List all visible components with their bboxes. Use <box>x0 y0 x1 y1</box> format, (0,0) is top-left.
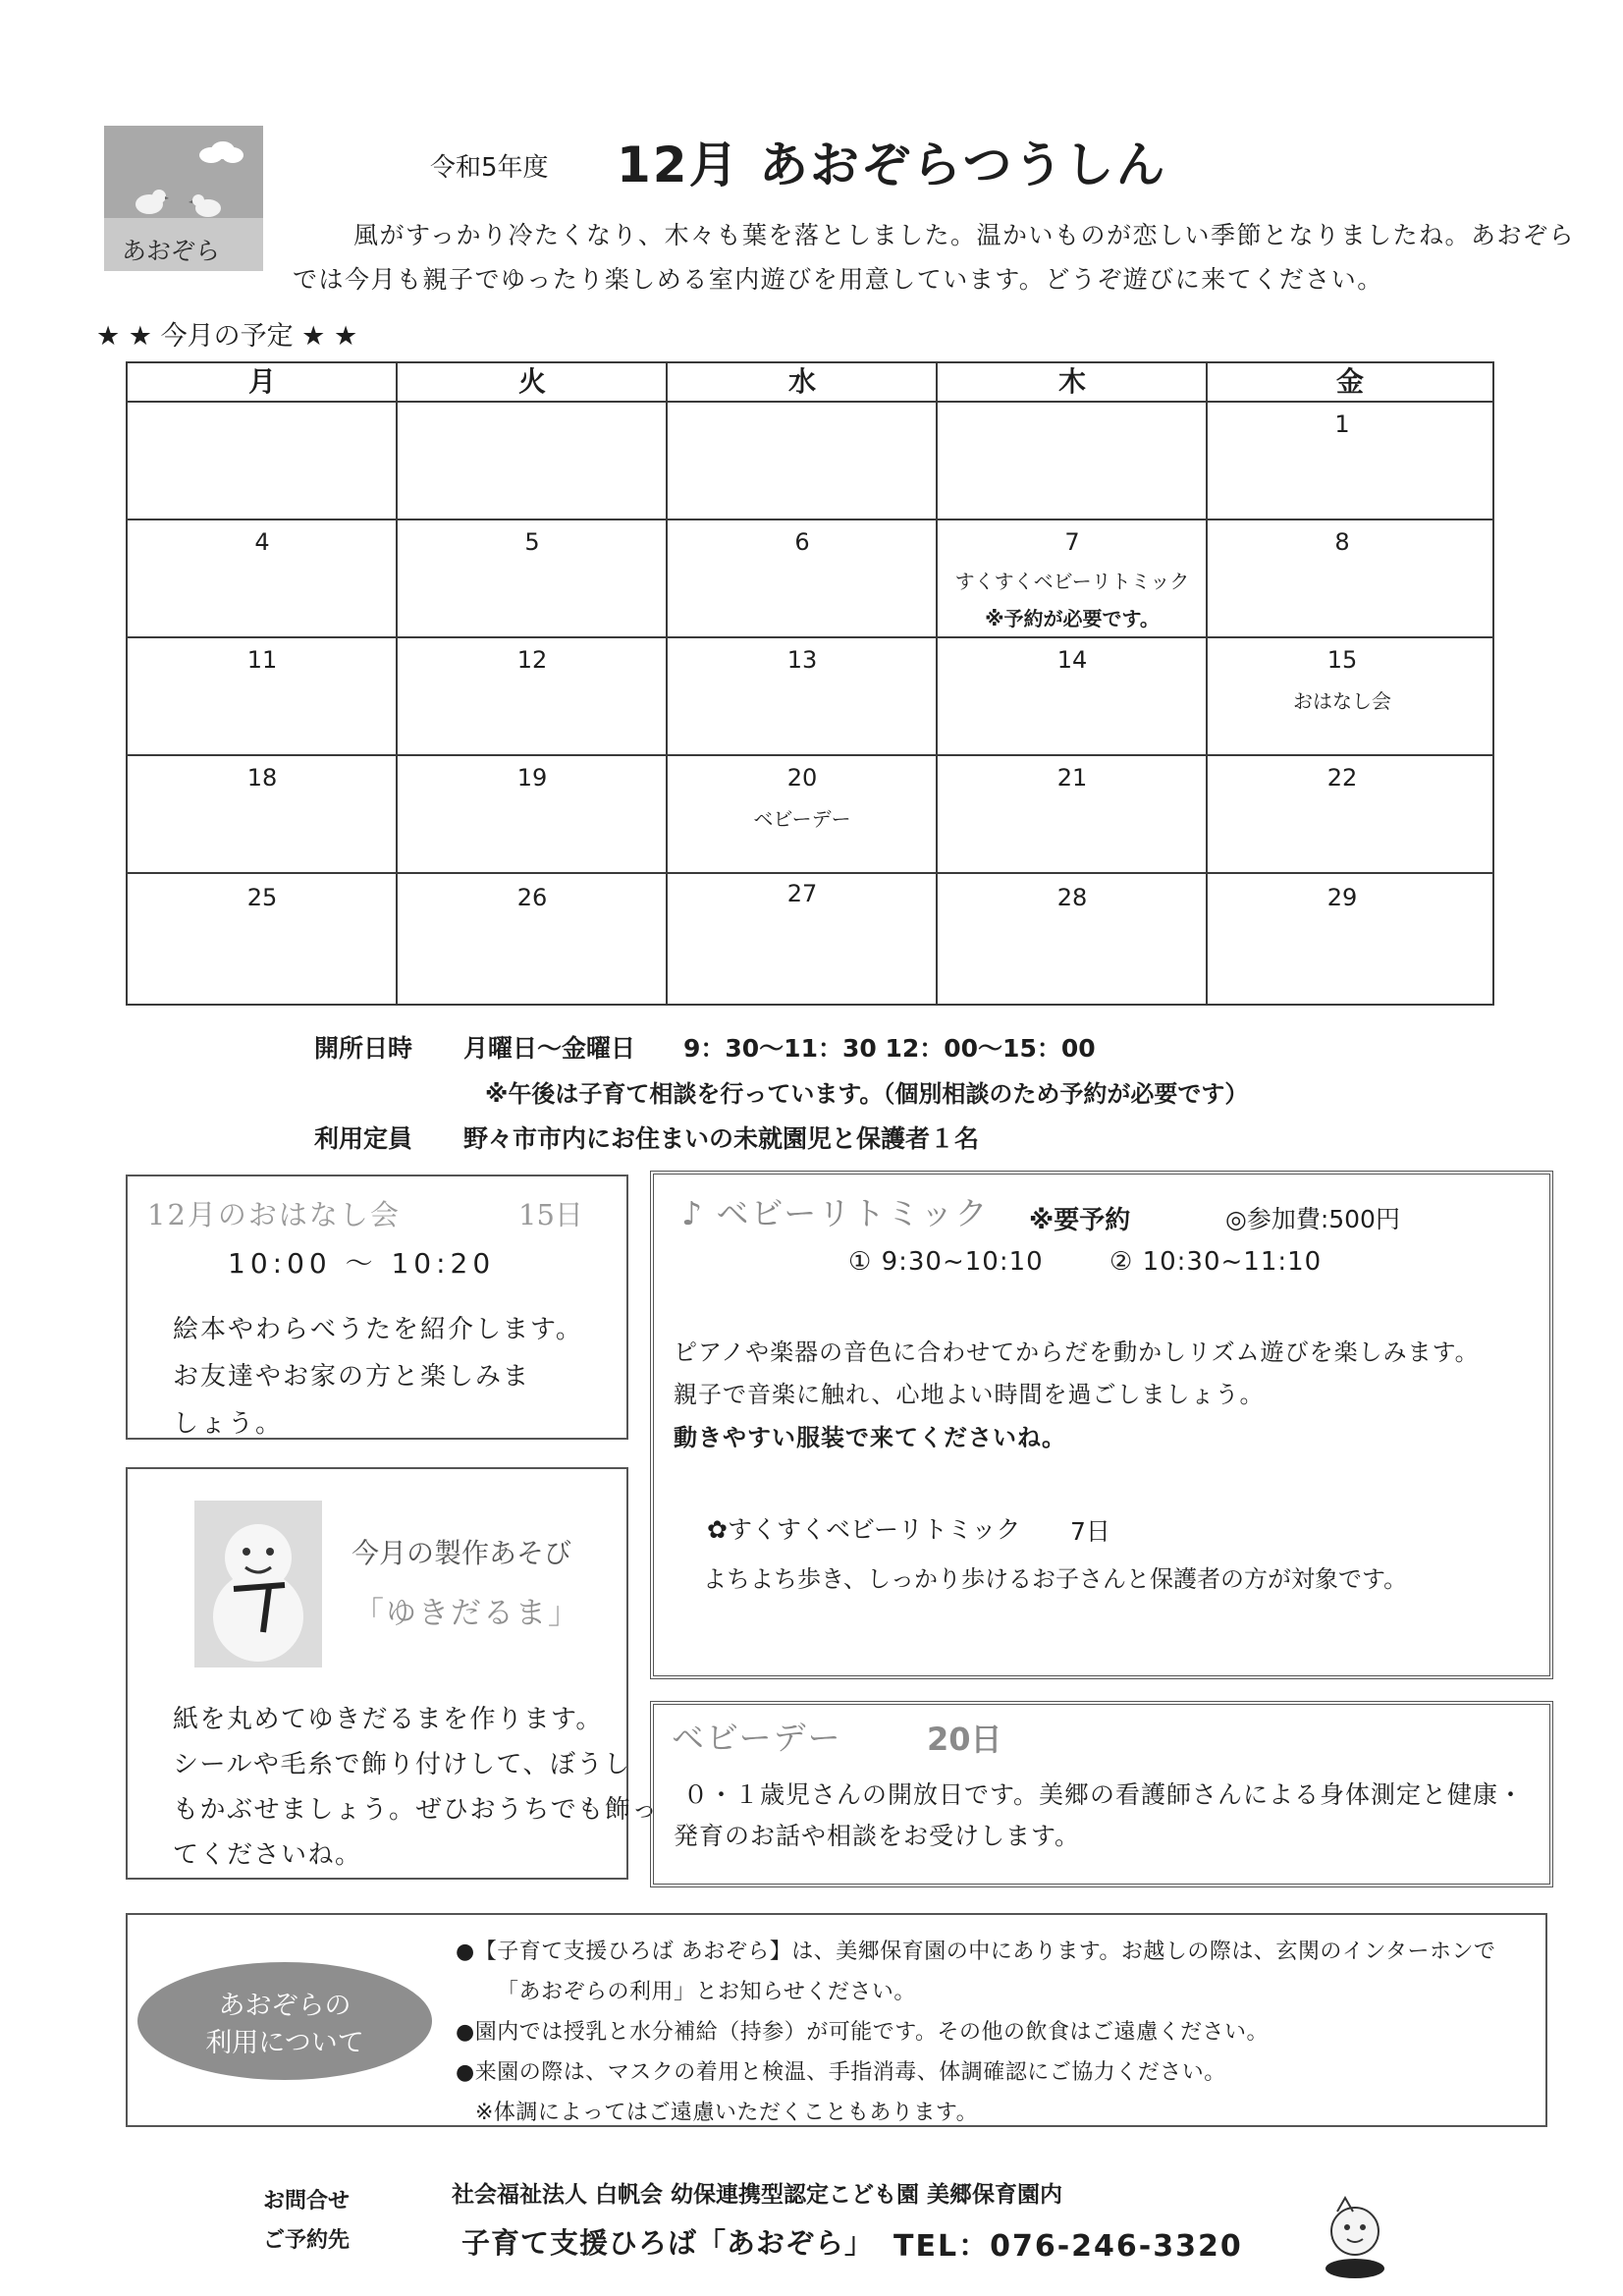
calendar-date: 21 <box>1056 764 1088 792</box>
baby-day-title: ベビーデー <box>672 1719 842 1757</box>
calendar-date: 28 <box>1056 884 1088 911</box>
newsletter-title: 12月 あおぞらつうしん <box>617 137 1167 193</box>
craft-body-line: てくださいね。 <box>173 1840 362 1870</box>
weekday-header: 火 <box>517 365 546 398</box>
bird-icon <box>130 187 169 216</box>
weekday-header: 金 <box>1335 365 1364 398</box>
capacity-text: 野々市市内にお住まいの未就園児と保護者１名 <box>463 1124 980 1153</box>
usage-line: ●来園の際は、マスクの着用と検温、手指消毒、体調確認にご協力ください。 <box>456 2060 1226 2085</box>
usage-badge-line: 利用について <box>205 2028 364 2058</box>
session-time: ① 9:30~10:10 <box>848 1247 1044 1277</box>
participation-fee: ◎参加費:500円 <box>1225 1205 1400 1233</box>
hours-times: 9：30～11：30 12：00～15：00 <box>683 1034 1096 1063</box>
craft-body-line: もかぶせましょう。ぜひおうちでも飾っ <box>173 1795 659 1825</box>
rhythmic-body-line: 親子で音楽に触れ、心地よい時間を過ごしましょう。 <box>674 1381 1265 1408</box>
calendar-event: すくすくベビーリトミック <box>954 570 1190 593</box>
telephone-number: TEL：076-246-3320 <box>893 2229 1243 2264</box>
story-body-line: お友達やお家の方と楽しみま <box>173 1362 531 1392</box>
baby-day-date: 20日 <box>927 1721 1002 1758</box>
craft-title: 今月の製作あそび <box>352 1537 572 1569</box>
rhythmic-body-line: 動きやすい服装で来てくださいね。 <box>674 1424 1066 1451</box>
calendar-date: 11 <box>246 646 278 674</box>
story-title: 12月のおはなし会 <box>147 1198 401 1231</box>
usage-line: 「あおぞらの利用」とお知らせください。 <box>497 1980 916 2004</box>
craft-body-line: シールや毛糸で飾り付けして、ぼうし <box>173 1750 631 1779</box>
calendar-event: おはなし会 <box>1293 689 1391 713</box>
calendar-date: 4 <box>254 528 270 556</box>
cloud-icon <box>197 141 244 163</box>
hours-label: 開所日時 <box>314 1034 413 1063</box>
usage-line: ※体調によってはご遠慮いただくこともあります。 <box>475 2101 979 2125</box>
calendar-date: 6 <box>794 528 810 556</box>
story-time: 10:00 ～ 10:20 <box>228 1247 496 1280</box>
calendar-date: 22 <box>1326 764 1358 792</box>
weekday-header: 月 <box>247 365 276 398</box>
calendar-event: ベビーデー <box>753 807 851 831</box>
rhythmic-title: ♪ ベビーリトミック <box>681 1194 990 1232</box>
mascot-icon <box>1316 2192 1394 2280</box>
usage-line: ●園内では授乳と水分補給（持参）が可能です。その他の飲食はご遠慮ください。 <box>456 2020 1269 2045</box>
schedule-title: ★ ★ 今月の予定 ★ ★ <box>96 321 358 352</box>
calendar-date: 27 <box>786 880 818 907</box>
calendar-date: 5 <box>524 528 540 556</box>
bird-icon <box>189 191 228 220</box>
craft-name: 「ゆきだるま」 <box>353 1596 580 1631</box>
hours-days: 月曜日～金曜日 <box>463 1034 636 1063</box>
calendar-date: 20 <box>786 764 818 792</box>
intro-line-2: では今月も親子でゆったり楽しめる室内遊びを用意しています。どうぞ遊びに来てください。 <box>293 265 1383 294</box>
calendar-date: 13 <box>786 646 818 674</box>
calendar-date: 14 <box>1056 646 1088 674</box>
story-date: 15日 <box>518 1198 583 1231</box>
contact-label: ご予約先 <box>263 2228 351 2253</box>
calendar-date: 7 <box>1064 528 1080 556</box>
logo-text: あおぞら <box>122 237 221 265</box>
aozora-logo <box>104 126 263 271</box>
calendar-date: 25 <box>246 884 278 911</box>
era-label: 令和5年度 <box>430 153 549 183</box>
baby-day-body-line: 発育のお話や相談をお受けします。 <box>674 1822 1081 1850</box>
snowman-icon <box>194 1501 322 1667</box>
usage-badge <box>137 1962 432 2080</box>
sukusuku-title: ✿すくすくベビーリトミック <box>707 1515 1021 1544</box>
usage-badge-line: あおぞらの <box>218 1991 352 2021</box>
organization-name: 社会福祉法人 白帆会 幼保連携型認定こども園 美郷保育園内 <box>452 2182 1063 2208</box>
calendar-date: 15 <box>1326 646 1358 674</box>
rhythmic-body-line: ピアノや楽器の音色に合わせてからだを動かしリズム遊びを楽しみます。 <box>674 1339 1480 1366</box>
calendar-date: 12 <box>516 646 548 674</box>
weekday-header: 水 <box>787 365 816 398</box>
center-name: 子育て支援ひろば「あおぞら」 <box>461 2226 875 2260</box>
craft-body-line: 紙を丸めてゆきだるまを作ります。 <box>173 1705 603 1734</box>
capacity-label: 利用定員 <box>314 1124 413 1153</box>
session-time: ② 10:30~11:10 <box>1109 1247 1323 1277</box>
contact-label: お問合せ <box>263 2189 351 2214</box>
sukusuku-day: 7日 <box>1070 1517 1110 1546</box>
story-body-line: しょう。 <box>173 1409 284 1439</box>
calendar-date: 18 <box>246 764 278 792</box>
monthly-calendar <box>126 361 1494 1006</box>
afternoon-note: ※午後は子育て相談を行っています。（個別相談のため予約が必要です） <box>485 1080 1249 1108</box>
weekday-header: 木 <box>1057 365 1086 398</box>
intro-line-1: 風がすっかり冷たくなり、木々も葉を落としました。温かいものが恋しい季節となりましたね。あおぞら <box>353 221 1576 249</box>
calendar-date: 8 <box>1334 528 1350 556</box>
sukusuku-description: よちよち歩き、しっかり歩けるお子さんと保護者の方が対象です。 <box>703 1565 1408 1593</box>
calendar-date: 19 <box>516 764 548 792</box>
calendar-date: 26 <box>516 884 548 911</box>
calendar-date: 1 <box>1334 410 1350 438</box>
baby-day-body-line: ０・１歳児さんの開放日です。美郷の看護師さんによる身体測定と健康・ <box>683 1780 1525 1809</box>
calendar-event-note: ※予約が必要です。 <box>985 607 1160 630</box>
reservation-required: ※要予約 <box>1029 1206 1131 1235</box>
usage-line: ●【子育て支援ひろば あおぞら】は、美郷保育園の中にあります。お越しの際は、玄関のインターホンで <box>456 1940 1496 1964</box>
story-body-line: 絵本やわらべうたを紹介します。 <box>173 1315 583 1344</box>
calendar-date: 29 <box>1326 884 1358 911</box>
